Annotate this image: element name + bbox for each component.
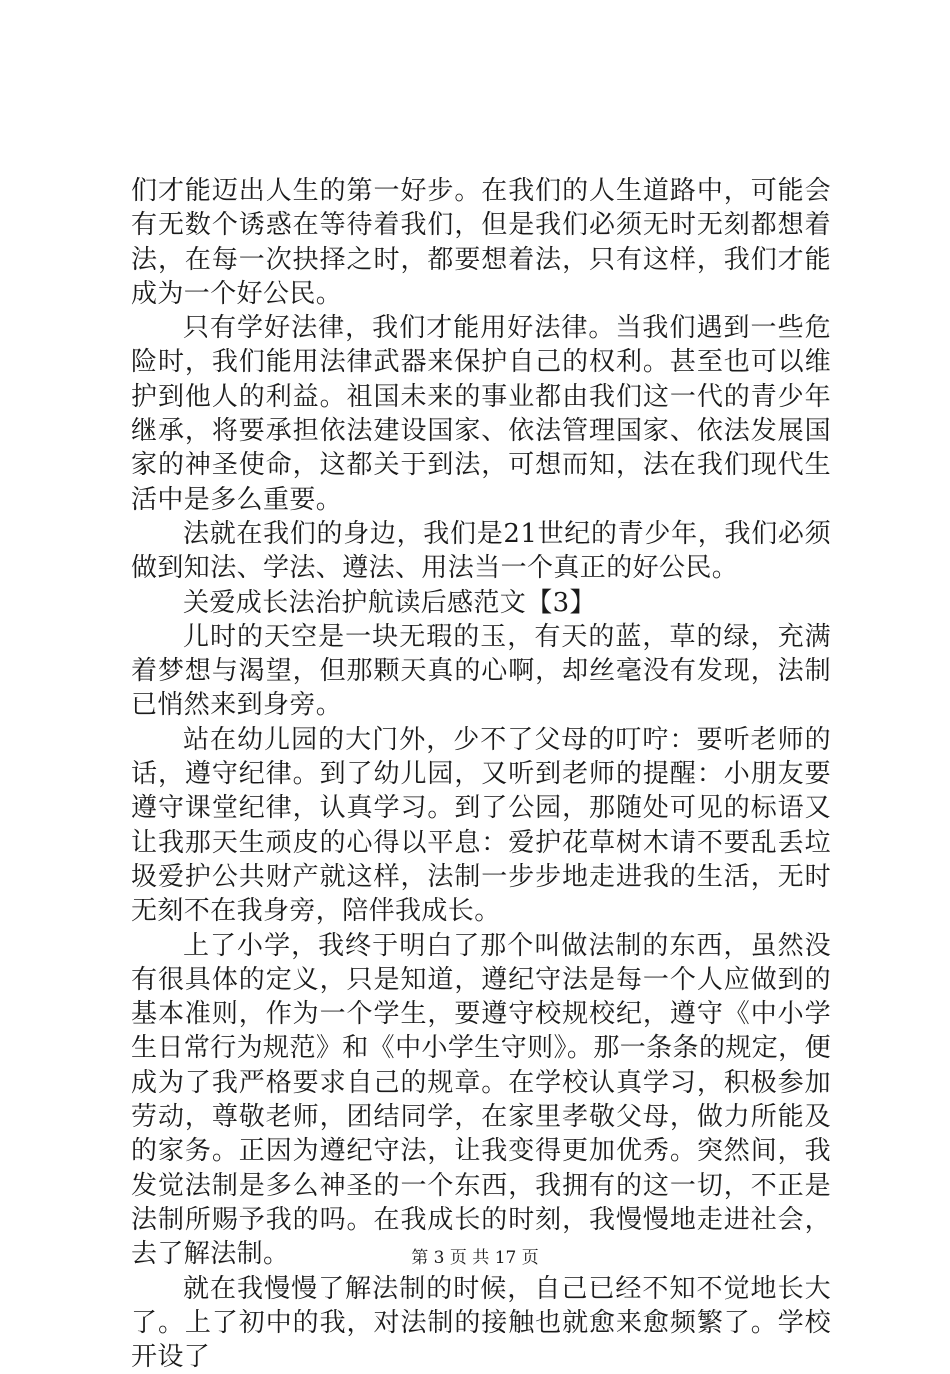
document-body [131,174,831,1374]
section-heading: 关爱成长法治护航读后感范文【3】 [131,586,831,620]
paragraph-3: 法就在我们的身边，我们是21世纪的青少年，我们必须做到知法、学法、遵法、用法当一个真正的好公民。 [131,517,831,586]
paragraph-6: 上了小学，我终于明白了那个叫做法制的东西，虽然没有很具体的定义，只是知道，遵纪守法是每一个人应做到的基本准则，作为一个学生，要遵守校规校纪，遵守《中小学生日常行为规范》和《中小学生守则》。那一条条的规定，便成为了我严格要求自己的规章。在学校认真学习，积极参加劳动，尊敬老师，团结同学，在家里孝敬父母，做力所能及的家务。正因为遵纪守法，让我变得更加优秀。突然间，我发觉法制是多么神圣的一个东西，我拥有的这一切，不正是法制所赐予我的吗。在我成长的时刻，我慢慢地走进社会，去了解法制。 [131,929,831,1272]
paragraph-7: 就在我慢慢了解法制的时候，自己已经不知不觉地长大了。上了初中的我，对法制的接触也就愈来愈频繁了。学校开设了 [131,1272,831,1374]
page-number-footer: 第 3 页 共 17 页 [0,1243,950,1268]
paragraph-5: 站在幼儿园的大门外，少不了父母的叮咛：要听老师的话，遵守纪律。到了幼儿园，又听到老师的提醒：小朋友要遵守课堂纪律，认真学习。到了公园，那随处可见的标语又让我那天生顽皮的心得以平息：爱护花草树木请不要乱丢垃圾爱护公共财产就这样，法制一步步地走进我的生活，无时无刻不在我身旁，陪伴我成长。 [131,723,831,929]
paragraph-4: 儿时的天空是一块无瑕的玉，有天的蓝，草的绿，充满着梦想与渴望，但那颗天真的心啊，却丝毫没有发现，法制已悄然来到身旁。 [131,620,831,723]
paragraph-1: 们才能迈出人生的第一好步。在我们的人生道路中，可能会有无数个诱惑在等待着我们，但是我们必须无时无刻都想着法，在每一次抉择之时，都要想着法，只有这样，我们才能成为一个好公民。 [131,174,831,311]
paragraph-2: 只有学好法律，我们才能用好法律。当我们遇到一些危险时，我们能用法律武器来保护自己的权利。甚至也可以维护到他人的利益。祖国未来的事业都由我们这一代的青少年继承，将要承担依法建设国家、依法管理国家、依法发展国家的神圣使命，这都关于到法，可想而知，法在我们现代生活中是多么重要。 [131,311,831,517]
